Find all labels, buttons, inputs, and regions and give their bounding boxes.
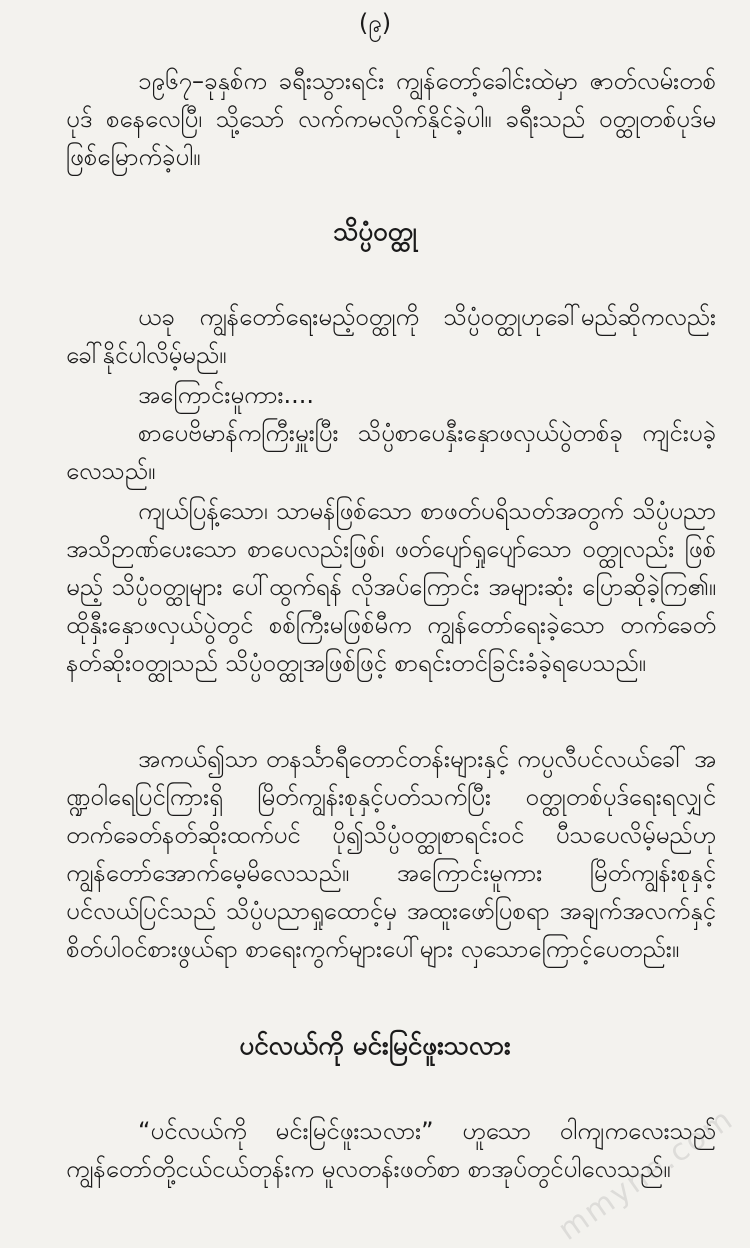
paragraph-readers: ကျယ်ပြန့်သော၊ သာမန်ဖြစ်သော စာဖတ်ပရိသတ်အတွက် သိပ္ပံပညာ အသိဉာဏ်ပေးသော စာပေလည်းဖြစ်၊ ဖတ်ပျော်ရှုပျော်သော ဝတ္ထုလည်း ဖြစ်မည့် သိပ္ပံဝတ္ထုများ ပေါ်ထွက်ရန် လိုအပ်ကြောင်း အများဆုံး ပြောဆိုခဲ့ကြ၏။ ထိုနှီးနှောဖလှယ်ပွဲတွင် စစ်ကြီးမဖြစ်မီက ကျွန်တော်ရေးခဲ့သော တက်ခေတ်နတ်ဆိုးဝတ္ထုသည် သိပ္ပံဝတ္ထုအဖြစ်ဖြင့် စာရင်းတင်ခြင်းခံခဲ့ရပေသည်။	[66, 497, 716, 677]
paragraph-seminar: စာပေဗိမာန်ကကြီးမှူးပြီး သိပ္ပံစာပေနှီးနှောဖလှယ်ပွဲတစ်ခု ကျင်းပခဲ့လေသည်။	[66, 419, 716, 485]
paragraph-reason: အကြောင်းမူကား....	[138, 381, 314, 409]
watermark: mmyne.com	[551, 1101, 740, 1248]
section-heading-science-fiction: သိပ္ပံဝတ္ထု	[333, 217, 417, 247]
paragraph-intro: ၁၉၆၇–ခုနှစ်က ခရီးသွားရင်း ကျွန်တော့်ခေါင်းထဲမှာ ဇာတ်လမ်းတစ်ပုဒ် စနေလေပြီ၊ သို့သော် လက်ကမလိုက်နိုင်ခဲ့ပါ။ ခရီးသည် ဝတ္ထုတစ်ပုဒ်မဖြစ်မြောက်ခဲ့ပါ။	[66, 67, 716, 171]
paragraph-sea-sentence: “ပင်လယ်ကို မင်းမြင်ဖူးသလား” ဟူသော ဝါကျကလေးသည် ကျွန်တော်တို့ငယ်ငယ်တုန်းက မူလတန်းဖတ်စာ စာအုပ်တွင်ပါလေသည်။	[66, 1117, 716, 1183]
page-number: (၉)	[358, 9, 392, 37]
paragraph-mergui: အကယ်၍သာ တနင်္သာရီတောင်တန်းများနှင့် ကပ္ပလီပင်လယ်ခေါ် အဏ္ဍဝါရေပြင်ကြားရှိ မြိတ်ကျွန်းစုနှင့်ပတ်သက်ပြီး ဝတ္ထုတစ်ပုဒ်ရေးရလျှင် တက်ခေတ်နတ်ဆိုးထက်ပင် ပို၍သိပ္ပံဝတ္ထုစာရင်းဝင် ပီသပေလိမ့်မည်ဟု ကျွန်တော်အောက်မေ့မိလေသည်။ အကြောင်းမူကား မြိတ်ကျွန်းစုနှင့် ပင်လယ်ပြင်သည် သိပ္ပံပညာရှုထောင့်မှ အထူးဖော်ပြစရာ အချက်အလက်နှင့် စိတ်ပါဝင်စားဖွယ်ရာ စာရေးကွက်များပေါ်များ လှသောကြောင့်ပေတည်း။	[66, 745, 716, 963]
section-heading-sea: ပင်လယ်ကို မင်းမြင်ဖူးသလား	[239, 1031, 511, 1061]
paragraph-science-fiction-intro: ယခု ကျွန်တော်ရေးမည့်ဝတ္ထုကို သိပ္ပံဝတ္ထုဟုခေါ်မည်ဆိုကလည်း ခေါ်နိုင်ပါလိမ့်မည်။	[66, 303, 716, 369]
